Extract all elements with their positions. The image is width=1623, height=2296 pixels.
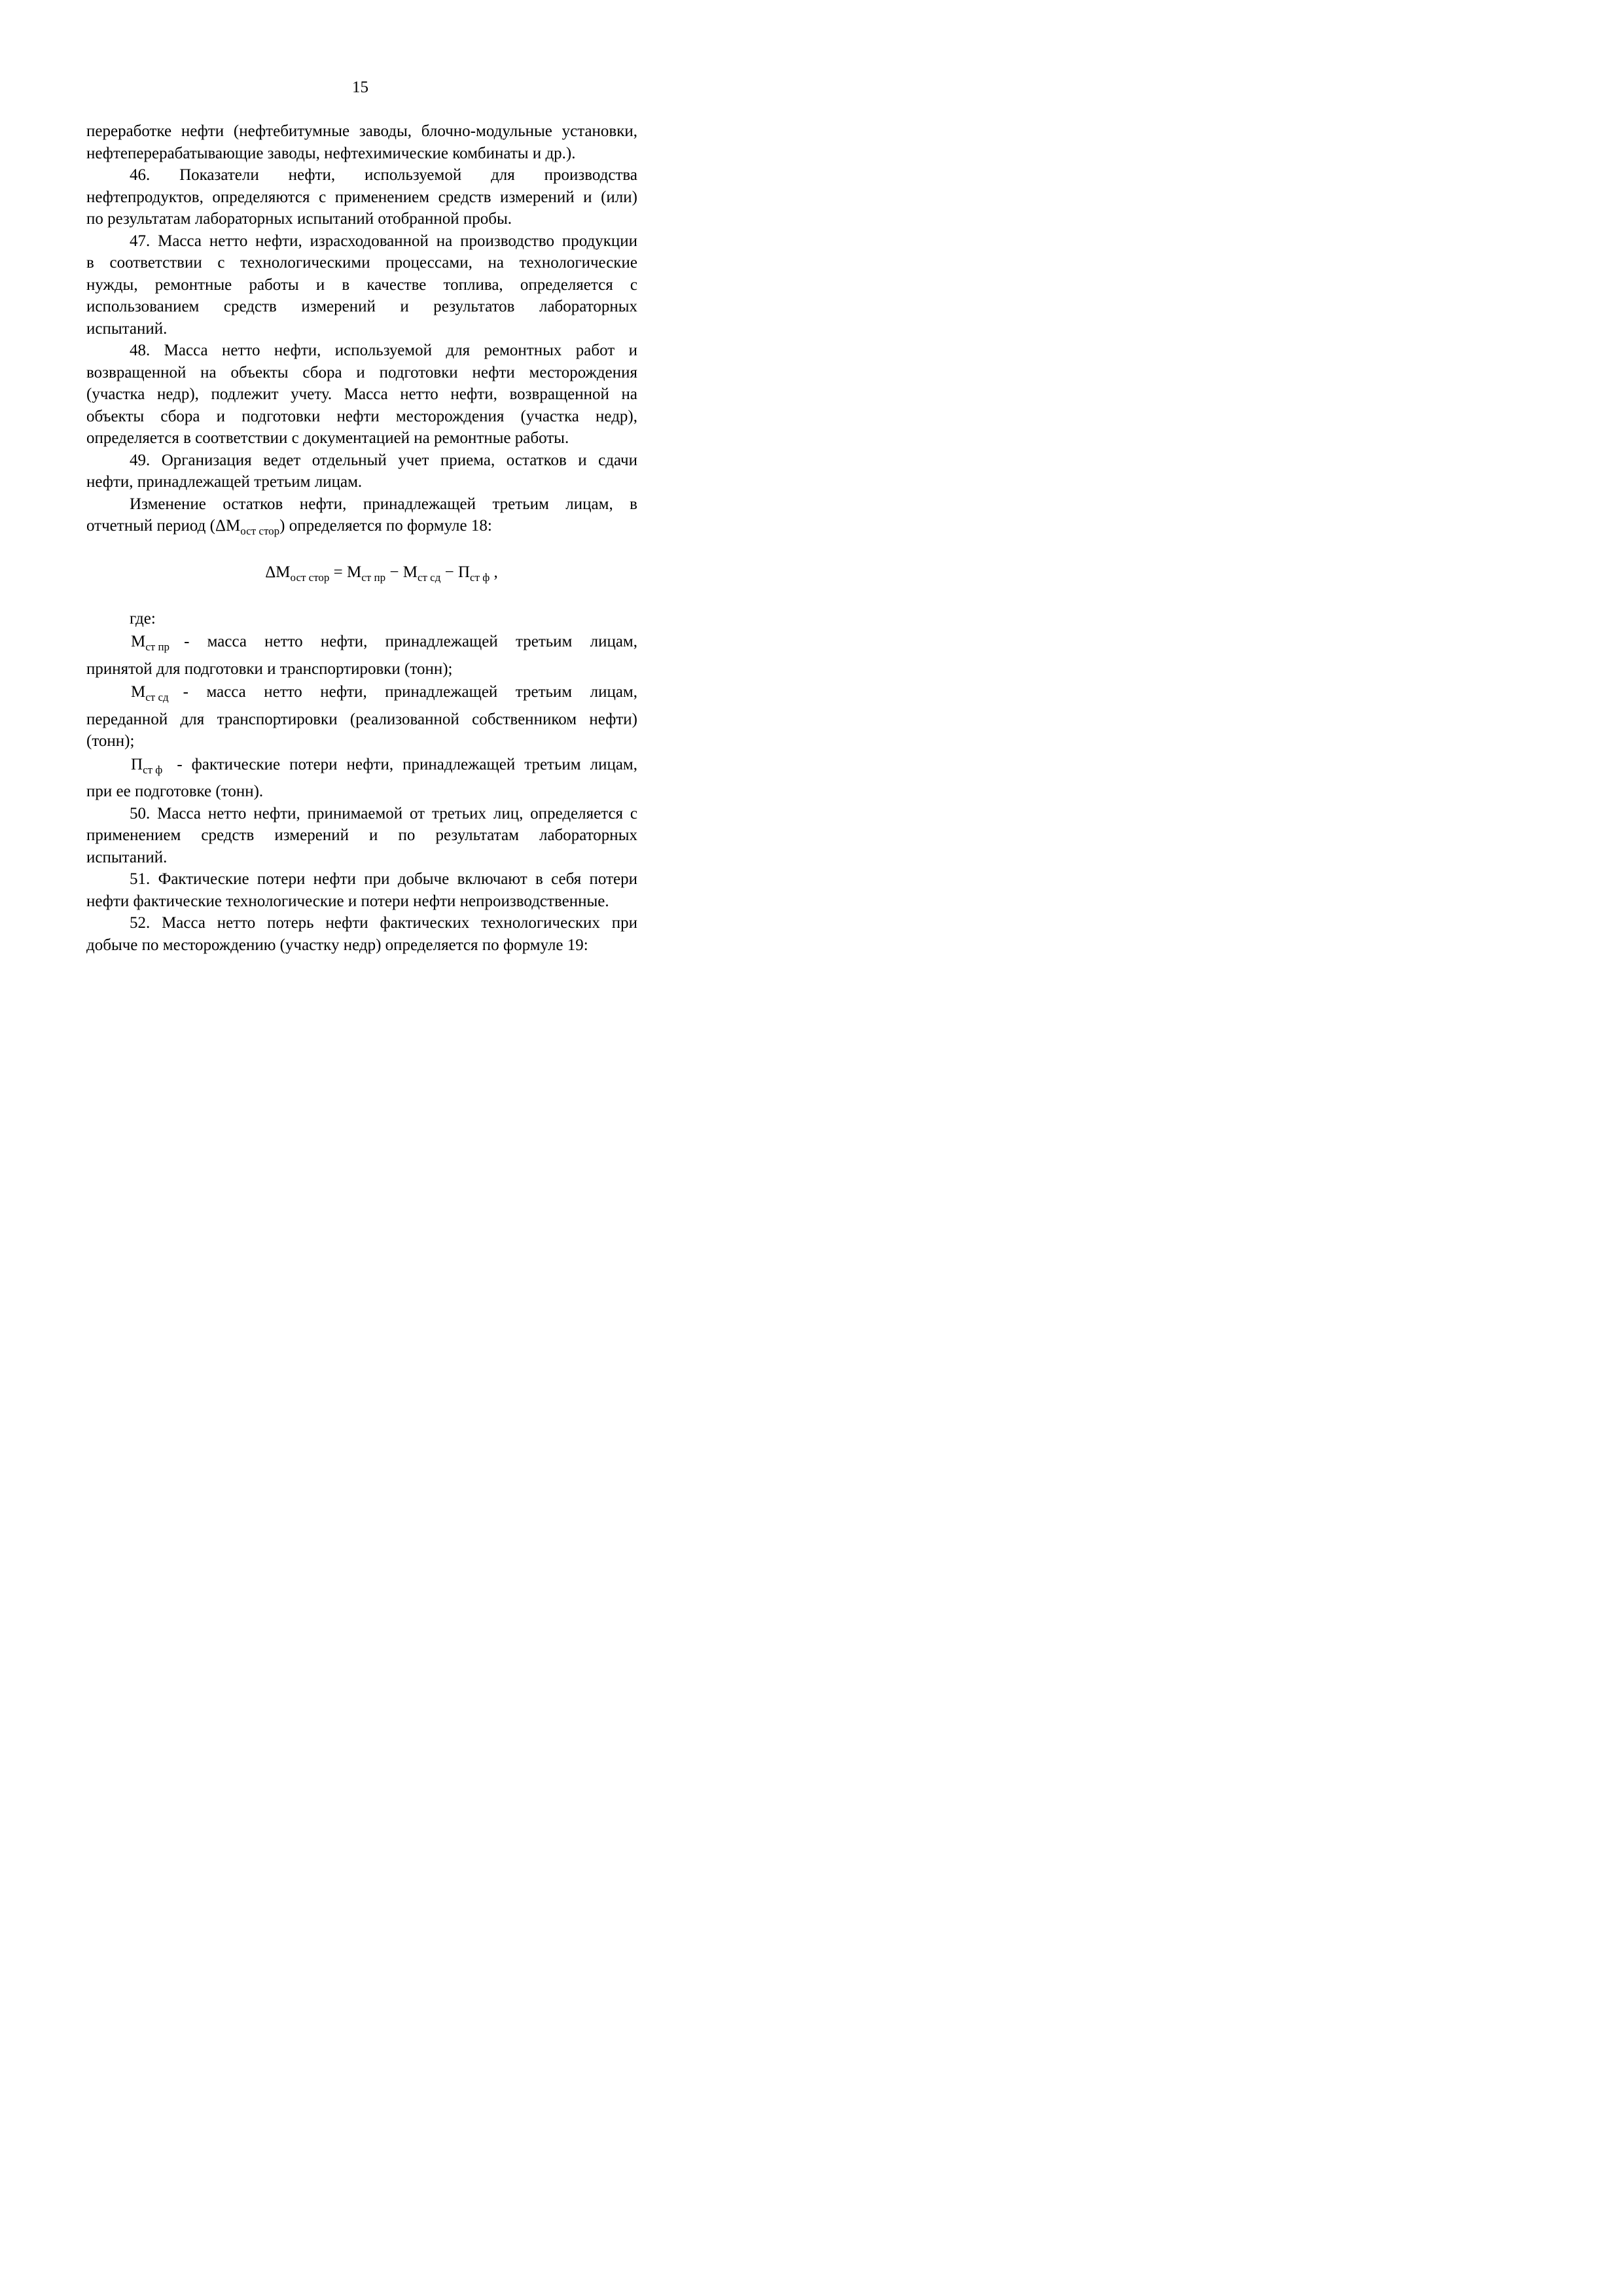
formula-operator: − xyxy=(440,563,458,581)
symbol-letter: M xyxy=(131,683,146,701)
text-line: нефтеперерабатывающие заводы, нефтехимические комбинаты и др.). xyxy=(86,144,576,162)
paragraph-49-line xyxy=(86,515,637,542)
formula-tail: , xyxy=(490,563,498,581)
definition-m-st-sd xyxy=(86,681,637,709)
definition-p-st-f xyxy=(86,754,637,781)
page-number: 15 xyxy=(352,79,368,96)
paragraph-50-line: применением средств измерений и по результатам лабораторных xyxy=(86,826,637,844)
symbol-letter: П xyxy=(131,755,143,773)
paragraph-46-line: по результатам лабораторных испытаний отобранной пробы. xyxy=(86,210,512,228)
paragraph-48-line: возвращенной на объекты сбора и подготовки нефти месторождения xyxy=(86,363,637,381)
definition-text: - масса нетто нефти, принадлежащей третьим лицам, xyxy=(184,633,637,650)
paragraph-49-line: нефти, принадлежащей третьим лицам. xyxy=(86,473,363,491)
paragraph-46-line: 46. Показатели нефти, используемой для производства xyxy=(130,166,637,184)
paragraph-50-line: 50. Масса нетто нефти, принимаемой от третьих лиц, определяется с xyxy=(130,804,637,822)
inline-subscript: ост стор xyxy=(240,525,280,537)
paragraph-49-line: 49. Организация ведет отдельный учет приема, остатков и сдачи xyxy=(130,451,637,469)
formula-term: П xyxy=(457,563,471,581)
symbol-subscript: ст ф xyxy=(143,763,163,776)
paragraph-48-line: (участка недр), подлежит учету. Масса нетто нефти, возвращенной на xyxy=(86,385,637,403)
definition-continuation: переданной для транспортировки (реализованной собственником нефти) xyxy=(86,710,637,728)
definition-text: - фактические потери нефти, принадлежащей третьим лицам, xyxy=(177,755,637,773)
definition-m-st-pr xyxy=(86,631,637,658)
formula-subscript: ост стор xyxy=(290,571,330,584)
inline-symbol: ΔM xyxy=(215,517,241,535)
paragraph-49-line: Изменение остатков нефти, принадлежащей третьим лицам, в xyxy=(130,495,637,513)
formula-operator: − xyxy=(385,563,403,581)
paragraph-52-line: добыче по месторождению (участку недр) определяется по формуле 19: xyxy=(86,936,588,954)
definition-symbol xyxy=(131,754,162,781)
formula-operator: = xyxy=(329,563,348,581)
paragraph-47-line: нужды, ремонтные работы и в качестве топлива, определяется с xyxy=(86,275,637,294)
paragraph-47-line: использованием средств измерений и результатов лабораторных xyxy=(86,298,637,315)
definition-symbol xyxy=(131,631,169,658)
paragraph-50-line: испытаний. xyxy=(86,848,168,866)
definition-continuation: при ее подготовке (тонн). xyxy=(86,783,264,800)
document-page xyxy=(0,0,721,1020)
formula-subscript: ст пр xyxy=(361,571,386,584)
formula-term: M xyxy=(347,563,362,581)
paragraph-47-line: испытаний. xyxy=(86,319,168,338)
paragraph-52-line: 52. Масса нетто потерь нефти фактических технологических при xyxy=(130,914,637,932)
paragraph-46-line: нефтепродуктов, определяются с применением средств измерений и (или) xyxy=(86,188,637,206)
paragraph-47-line: 47. Масса нетто нефти, израсходованной на производство продукции xyxy=(130,232,637,250)
paragraph-51-line: нефти фактические технологические и потери нефти непроизводственные. xyxy=(86,892,609,910)
where-label: где: xyxy=(130,609,156,627)
symbol-subscript: ст пр xyxy=(145,641,170,653)
definition-text: - масса нетто нефти, принадлежащей третьим лицам, xyxy=(183,683,637,701)
symbol-subscript: ст сд xyxy=(145,691,169,703)
symbol-letter: M xyxy=(131,633,146,650)
formula-subscript: ст сд xyxy=(417,571,441,584)
paragraph-48-line: объекты сбора и подготовки нефти месторождения (участка недр), xyxy=(86,407,637,425)
inline-text: отчетный период ( xyxy=(86,517,215,535)
definition-continuation: (тонн); xyxy=(86,732,135,750)
paragraph-51-line: 51. Фактические потери нефти при добыче включают в себя потери xyxy=(130,870,637,888)
text-line: переработке нефти (нефтебитумные заводы, блочно-модульные установки, xyxy=(86,122,637,140)
paragraph-47-line: в соответствии с технологическими процессами, на технологические xyxy=(86,254,637,272)
formula-subscript: ст ф xyxy=(470,571,490,584)
definition-symbol xyxy=(131,681,169,709)
paragraph-48-line: определяется в соответствии с документацией на ремонтные работы. xyxy=(86,429,569,447)
paragraph-48-line: 48. Масса нетто нефти, используемой для ремонтных работ и xyxy=(130,342,637,359)
formula-term: ΔM xyxy=(265,563,291,581)
document-body xyxy=(86,120,637,956)
inline-text: ) определяется по формуле 18: xyxy=(279,517,492,535)
formula-term: M xyxy=(402,563,418,581)
definition-continuation: принятой для подготовки и транспортировки (тонн); xyxy=(86,660,453,678)
formula-18 xyxy=(86,563,637,584)
